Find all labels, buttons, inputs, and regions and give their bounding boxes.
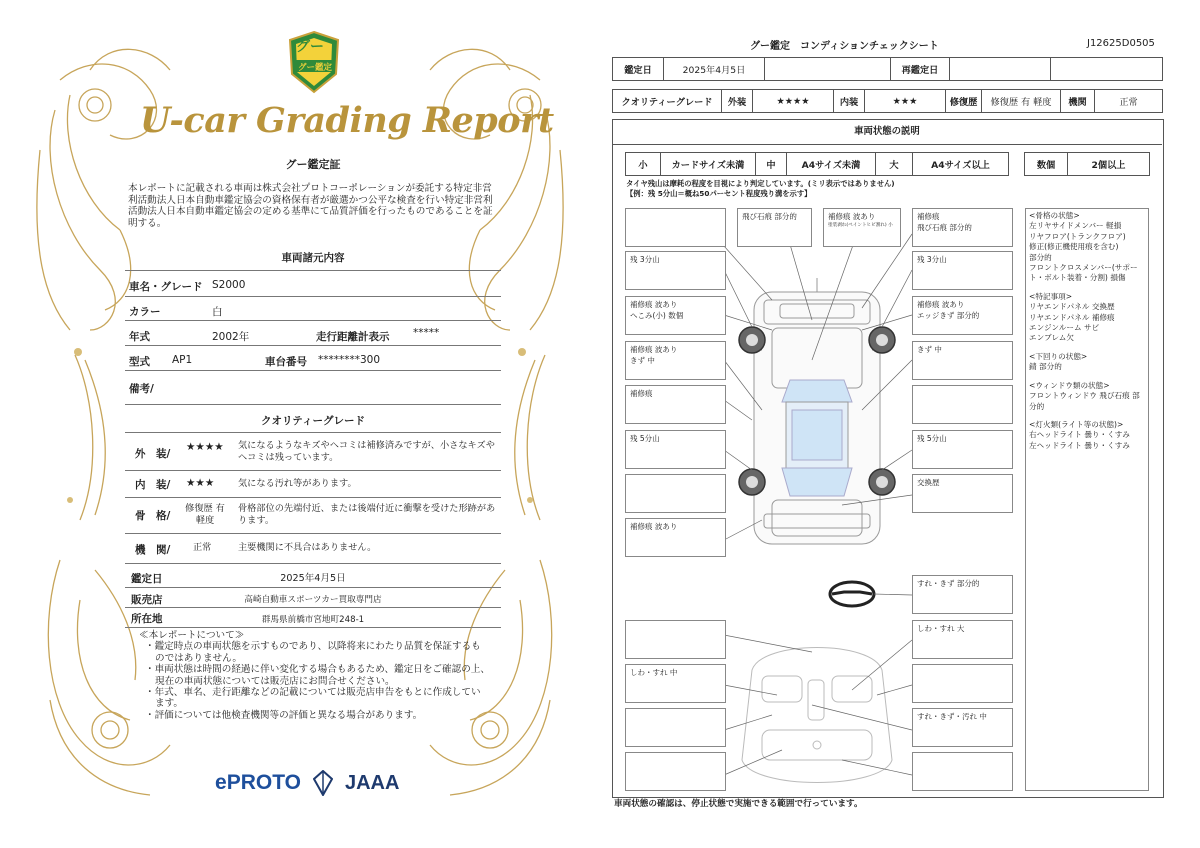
engine-label: 機 関/ <box>135 544 171 556</box>
jaaa-emblem-icon <box>313 770 333 796</box>
side-note-line: エンブレム欠 <box>1029 333 1074 343</box>
divider <box>125 320 501 321</box>
condition-box <box>625 208 726 247</box>
shop-value: 高崎自動車スポーツカー買取専門店 <box>244 595 382 605</box>
divider <box>125 432 501 433</box>
date-label: 鑑定日 <box>131 573 163 585</box>
side-note-line: <ウィンドウ類の状態> <box>1029 380 1110 390</box>
condition-box <box>912 385 1013 424</box>
color-label: カラー <box>129 306 161 318</box>
spec-section-title: 車両諸元内容 <box>281 252 345 264</box>
certificate-text: 本レポートに記載される車両は株式会社プロトコーポレーションが委託する特定非営利活動法人日本自動車鑑定協会の資格保有者が厳選かつ公平な検査を行い特定非営利活動法人日本自動車鑑定協会の定める基準にて品質評価を行ったものであることを証明する。 <box>128 183 493 229</box>
condition-box <box>625 620 726 659</box>
date-value: 2025年4月5日 <box>664 58 765 81</box>
condition-box: 残 3分山 <box>625 251 726 290</box>
empty-cell <box>950 58 1051 81</box>
note-item: ・評価については他検査機関等の評価と異なる場合があります。 <box>145 709 423 721</box>
side-note-line: リヤエンドパネル 補修痕 <box>1029 312 1115 322</box>
side-note-line: 左リヤサイドメンバー 軽損 <box>1029 221 1122 231</box>
side-note-gap <box>1029 373 1145 381</box>
tire-note: タイヤ残山は摩耗の程度を目視により判定しています。(ミリ表示ではありません) <box>626 179 895 188</box>
divider <box>125 563 501 564</box>
interior-label: 内 装/ <box>135 479 171 491</box>
divider <box>125 470 501 471</box>
side-note-line: <下回りの状態> <box>1029 351 1088 361</box>
name-value: S2000 <box>212 279 246 291</box>
certificate-title: グー鑑定証 <box>285 158 341 171</box>
color-value: 白 <box>212 306 223 318</box>
condition-text: 塗装剥れ(ペイントヒビ割れ) 小 <box>828 223 893 228</box>
quality-table <box>612 89 1163 113</box>
side-note-line: <灯火類(ライト等の状態)> <box>1029 419 1124 429</box>
condition-box: すれ・きず・汚れ 中 <box>912 708 1013 747</box>
tire-example: 【例：残 5分山＝概ね50パーセント程度残り溝を示す】 <box>626 189 812 198</box>
condition-box <box>625 708 726 747</box>
badge-text: グー鑑定 <box>298 63 333 73</box>
condition-box: 補修痕 波あり エッジきず 部分的 <box>912 296 1013 335</box>
side-note-line: 部分的 <box>1029 252 1052 262</box>
divider <box>125 345 501 346</box>
mileage-value: ***** <box>413 327 440 339</box>
repair-value: 修復歴 有 軽度 <box>982 90 1061 113</box>
empty-cell <box>765 58 891 81</box>
recheck-label: 再鑑定日 <box>891 58 950 81</box>
side-note-line: 修正(修正機使用痕を含む) <box>1029 242 1119 252</box>
divider <box>125 370 501 371</box>
name-label: 車名・グレード <box>129 281 203 293</box>
chassis-value: ********300 <box>318 354 381 366</box>
divider <box>125 497 501 498</box>
interior-stars: ★★★ <box>186 477 215 489</box>
exterior-stars: ★★★★ <box>186 441 224 453</box>
shop-label: 販売店 <box>131 594 163 606</box>
condition-box <box>912 752 1013 791</box>
side-note-line: エンジンルーム サビ <box>1029 323 1100 333</box>
engine-value: 正常 <box>193 542 212 553</box>
count-legend-table <box>1024 152 1150 176</box>
side-note-line: 錆 部分的 <box>1029 362 1062 372</box>
note-item: ・鑑定時点の車両状態を示すものであり、以降将来にわたり品質を保証するものではありません。 <box>145 641 481 664</box>
condition-box: しわ・すれ 中 <box>625 664 726 703</box>
date-table <box>612 57 1163 81</box>
side-note-line: <特記事項> <box>1029 291 1073 301</box>
side-note-gap <box>1029 412 1145 420</box>
condition-box: 補修痕 波あり <box>625 518 726 557</box>
condition-box: 残 5分山 <box>912 430 1013 469</box>
report-script-title: U-car Grading Report <box>140 100 554 141</box>
condition-box: すれ・きず 部分的 <box>912 575 1013 614</box>
remarks-label: 備考/ <box>129 383 154 395</box>
side-note-line: リヤエンドパネル 交換歴 <box>1029 302 1115 312</box>
condition-box: 交換歴 <box>912 474 1013 513</box>
frame-value: 修復歴 有 軽度 <box>185 503 235 526</box>
divider <box>125 404 501 405</box>
footer-logos <box>215 770 399 796</box>
condition-box <box>823 208 901 247</box>
divider <box>125 296 501 297</box>
size-mid: 中 <box>756 153 787 176</box>
frame-label: 骨 格/ <box>135 510 171 522</box>
condition-box <box>625 474 726 513</box>
repair-label: 修復歴 <box>946 90 982 113</box>
note-item: ・年式、車名、走行距離などの記載については販売店申告をもとに作成しています。 <box>145 687 481 710</box>
state-title: 車両状態の説明 <box>612 119 1162 145</box>
ext-label: 外装 <box>722 90 753 113</box>
side-note-line: フロントクロスメンバー(サポート・ボルト装着・分割) 損傷 <box>1029 263 1138 283</box>
condition-box <box>625 752 726 791</box>
size-small-desc: カードサイズ未満 <box>661 153 756 176</box>
sheet-code: J12625D0505 <box>1087 38 1155 49</box>
side-note-line: <骨格の状態> <box>1029 211 1080 220</box>
engine-value: 正常 <box>1095 90 1163 113</box>
size-large: 大 <box>876 153 913 176</box>
sheet-title: グー鑑定 コンディションチェックシート <box>750 41 939 52</box>
exterior-description: 気になるようなキズやヘコミは補修済みですが、小さなキズやヘコミは残っています。 <box>238 440 495 463</box>
model-label: 型式 <box>129 356 150 368</box>
condition-box: 残 5分山 <box>625 430 726 469</box>
condition-box: しわ・すれ 大 <box>912 620 1013 659</box>
side-note-line: リヤフロア(トランクフロア) <box>1029 231 1126 241</box>
quality-label: クオリティーグレード <box>613 90 722 113</box>
side-note-line: 左ヘッドライト 曇り・くすみ <box>1029 440 1130 450</box>
address-label: 所在地 <box>131 613 163 625</box>
quality-section-title: クオリティーグレード <box>261 415 365 427</box>
bottom-note: 車両状態の確認は、停止状態で実施できる範囲で行っています。 <box>614 799 863 809</box>
count-desc: 2個以上 <box>1068 153 1150 176</box>
count-label: 数個 <box>1025 153 1068 176</box>
side-notes-panel <box>1025 208 1149 791</box>
engine-label: 機関 <box>1061 90 1095 113</box>
condition-box: 残 3分山 <box>912 251 1013 290</box>
jaaa-logo: JAAA <box>344 771 400 794</box>
address-value: 群馬県前橋市宮地町248-1 <box>261 615 365 625</box>
divider <box>125 627 501 628</box>
model-value: AP1 <box>172 354 193 366</box>
engine-description: 主要機関に不具合はありません。 <box>238 542 377 553</box>
divider <box>125 587 501 588</box>
interior-description: 気になる汚れ等があります。 <box>238 478 357 489</box>
empty-cell <box>1051 58 1163 81</box>
side-note-gap <box>1029 284 1145 292</box>
mileage-label: 走行距離計表示 <box>316 331 390 343</box>
condition-box: 飛び石痕 部分的 <box>737 208 812 247</box>
condition-text: 補修痕 波あり <box>828 212 876 221</box>
ext-value: ★★★★ <box>753 90 834 113</box>
chassis-label: 車台番号 <box>265 356 307 368</box>
size-small: 小 <box>626 153 661 176</box>
proto-logo: ePROTO <box>215 771 301 794</box>
int-value: ★★★ <box>865 90 946 113</box>
side-note-line: フロントウィンドウ 飛び石痕 部分的 <box>1029 391 1140 411</box>
frame-description: 骨格部位の先端付近、または後端付近に衝撃を受けた形跡があります。 <box>238 503 496 526</box>
side-note-line: 右ヘッドライト 曇り・くすみ <box>1029 430 1130 440</box>
int-label: 内装 <box>834 90 865 113</box>
year-label: 年式 <box>129 331 150 343</box>
date-value: 2025年4月5日 <box>280 573 346 584</box>
condition-box: 補修痕 波あり へこみ(小) 数個 <box>625 296 726 335</box>
condition-box: きず 中 <box>912 341 1013 380</box>
notes-title: ≪本レポートについて≫ <box>139 630 245 641</box>
steering-wheel-icon <box>830 582 874 606</box>
date-label: 鑑定日 <box>613 58 664 81</box>
divider <box>125 533 501 534</box>
divider <box>125 270 501 271</box>
condition-box <box>912 664 1013 703</box>
size-mid-desc: A4サイズ未満 <box>787 153 876 176</box>
size-legend-table <box>625 152 1009 176</box>
side-note-gap <box>1029 344 1145 352</box>
divider <box>125 607 501 608</box>
year-value: 2002年 <box>212 331 250 343</box>
size-large-desc: A4サイズ以上 <box>913 153 1009 176</box>
note-item: ・車両状態は時間の経過に伴い変化する場合もあるため、鑑定日をご確認の上、現在の車両状態については販売店にお問合せください。 <box>145 664 490 687</box>
exterior-label: 外 装/ <box>135 448 171 460</box>
condition-box: 補修痕 波あり きず 中 <box>625 341 726 380</box>
badge-text-top: グー <box>296 39 324 55</box>
condition-box: 補修痕 <box>625 385 726 424</box>
report-notes <box>139 630 490 721</box>
condition-box: 補修痕 飛び石痕 部分的 <box>912 208 1013 247</box>
